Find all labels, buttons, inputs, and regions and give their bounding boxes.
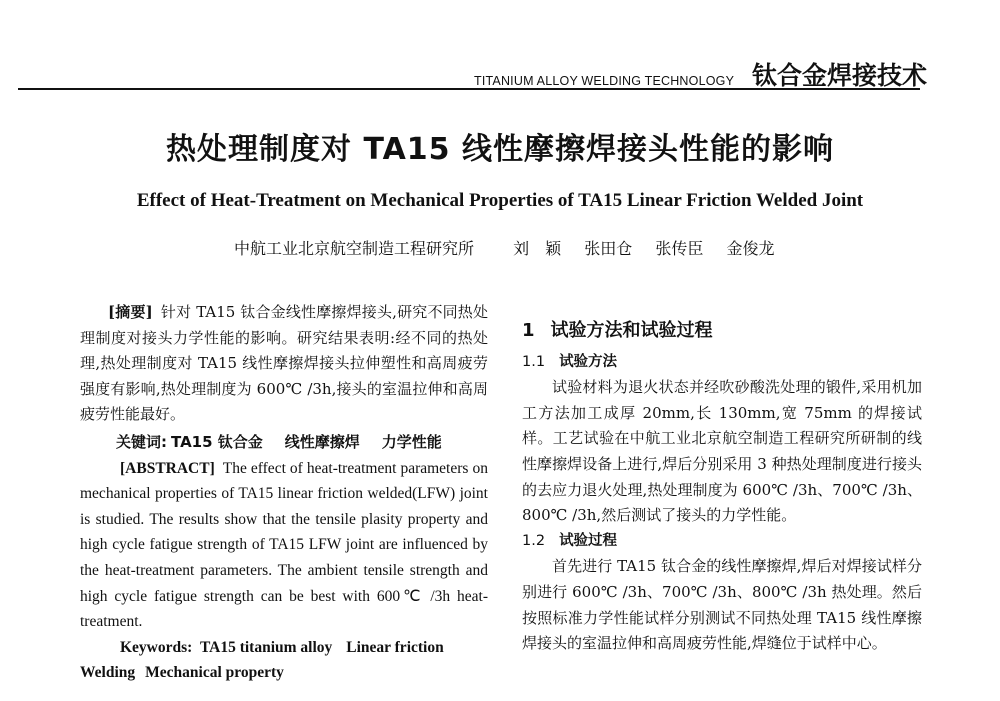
subsection-heading <box>522 350 922 376</box>
abstract-en-label: [ABSTRACT] <box>120 459 215 477</box>
subsection-number: 1.2 <box>522 532 546 549</box>
abstract-zh-text: 针对 TA15 钛合金线性摩擦焊接头,研究不同热处理制度对接头力学性能的影响。研究结果表明:经不同的热处理,热处理制度对 TA15 线性摩擦焊接头拉伸塑性和高周疲劳强度有影响,热处理制度为 600℃ /3h,接头的室温拉伸和高周疲劳性能最好。 <box>80 303 488 424</box>
abstract-zh-label: [摘要] <box>108 303 153 321</box>
author: 金俊龙 <box>726 239 775 258</box>
keyword-zh: 力学性能 <box>381 432 442 451</box>
keywords-en <box>80 635 488 686</box>
keywords-zh-label: 关键词: <box>116 432 167 451</box>
author: 张田仓 <box>584 239 633 258</box>
keyword-en: Linear friction Welding <box>80 638 444 682</box>
keywords-zh <box>116 430 488 456</box>
body-paragraph: 首先进行 TA15 钛合金的线性摩擦焊,焊后对焊接试样分别进行 600℃ /3h、700℃ /3h、800℃ /3h 热处理。然后按照标准力学性能试样分别测试不同热处理 TA15 线性摩擦焊接头的室温拉伸和高周疲劳性能,焊缝位于试样中心。 <box>522 557 922 653</box>
header-rule <box>18 88 920 90</box>
article-title-en: Effect of Heat-Treatment on Mechanical Properties of TA15 Linear Friction Welded Joint <box>136 190 864 211</box>
keyword-en: Mechanical property <box>145 664 284 682</box>
body-paragraph: 试验材料为退火状态并经吹砂酸洗处理的锻件,采用机加工方法加工成厚 20mm,长 130mm,宽 75mm 的焊接试样。工艺试验在中航工业北京航空制造工程研究所研制的线性摩擦焊设备上进行,焊后分别采用 3 种热处理制度进行接头的去应力退火处理,热处理制度为 600℃ /3h、700℃ /3h、800℃ /3h,然后测试了接头的力学性能。 <box>522 378 922 525</box>
keyword-zh: 线性摩擦焊 <box>284 432 360 451</box>
subsection-heading <box>522 529 922 555</box>
subsection-title: 试验过程 <box>559 532 618 549</box>
section-heading <box>522 318 922 344</box>
article-title-zh: 热处理制度对 TA15 线性摩擦焊接头性能的影响 <box>166 132 834 167</box>
subsection-number: 1.1 <box>522 353 546 370</box>
byline <box>234 236 792 259</box>
section-title: 试验方法和试验过程 <box>550 320 713 341</box>
right-column <box>522 300 922 657</box>
author: 刘 颖 <box>513 239 562 258</box>
keywords-en-label: Keywords: <box>120 638 193 656</box>
left-column <box>80 300 488 686</box>
keyword-zh: TA15 钛合金 <box>171 432 263 451</box>
institution: 中航工业北京航空制造工程研究所 <box>234 239 475 258</box>
abstract-en-text: The effect of heat-treatment parameters on mechanical properties of TA15 linear friction welded(LFW) joint is studied. The results show that the tensile plasity property and high cycle fatigue strength of TA15 LFW joint are influenced by the heat-treatment parameters. The ambient tensile strength and high cycle fatigue strength can be best with 600℃ /3h heat-treatment. <box>80 459 488 631</box>
abstract-en <box>80 456 488 635</box>
subsection-title: 试验方法 <box>559 353 618 370</box>
author: 张传臣 <box>655 239 704 258</box>
section-number: 1 <box>522 320 535 341</box>
abstract-zh <box>80 300 488 428</box>
running-title-en: TITANIUM ALLOY WELDING TECHNOLOGY <box>474 74 735 88</box>
keyword-en: TA15 titanium alloy <box>199 638 333 656</box>
running-title-zh: 钛合金焊接技术 <box>752 61 928 90</box>
